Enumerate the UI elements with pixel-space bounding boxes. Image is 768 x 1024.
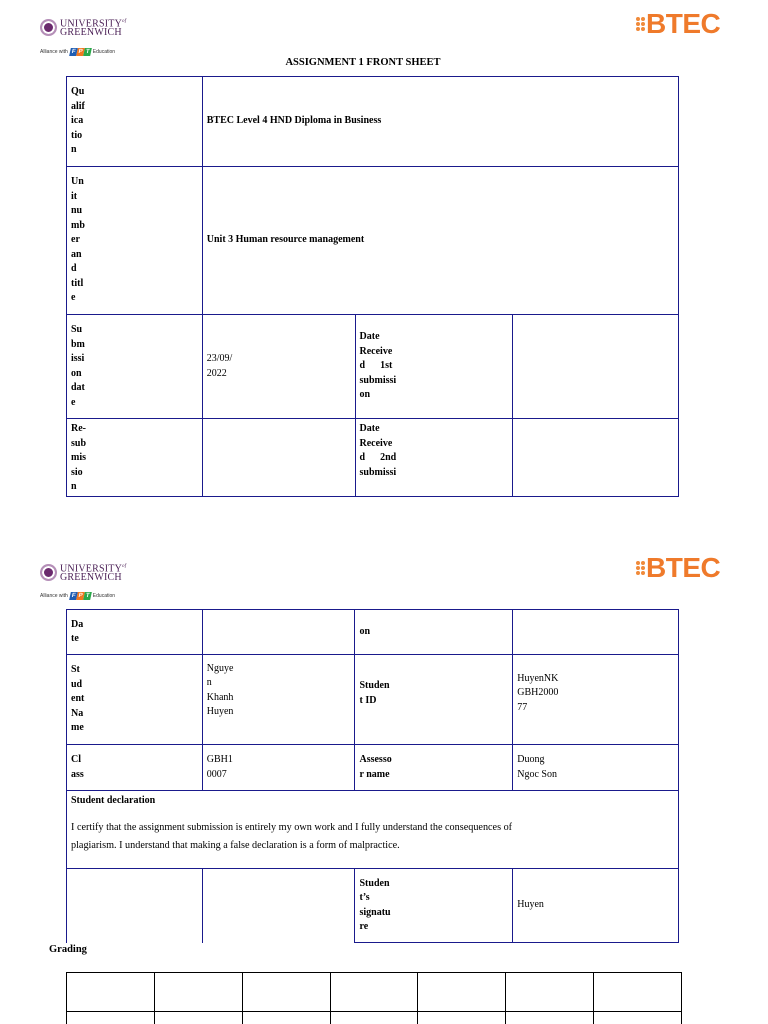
assessor-name-value — [513, 745, 679, 791]
label-line: it — [71, 190, 78, 202]
label-line: Na — [71, 707, 84, 719]
label-line: Cl — [71, 754, 81, 765]
label-line: Da — [71, 618, 84, 630]
label-line: bm — [71, 338, 85, 350]
submission-date-label — [67, 315, 203, 419]
label-line: e — [71, 396, 76, 408]
label-line: Date — [359, 331, 380, 343]
grading-cell — [242, 973, 330, 1012]
unit-row — [67, 167, 679, 315]
value-line: n — [206, 677, 212, 688]
logo-text: UNIVERSITY — [60, 18, 122, 30]
value-line: HuyenNK — [517, 672, 559, 684]
grading-cell — [594, 973, 682, 1012]
grading-row — [67, 1012, 682, 1024]
label-line: St — [71, 664, 80, 676]
grading-cell — [67, 1012, 155, 1024]
grading-heading: Grading — [49, 944, 87, 955]
continuation-value — [202, 610, 355, 655]
label-line: Assesso — [359, 754, 392, 765]
value-line: 23/09/ — [206, 353, 233, 364]
fpt-logo — [70, 592, 91, 600]
university-seal-icon — [40, 564, 57, 581]
continuation-received-value — [513, 610, 679, 655]
value-line: GBH1 — [206, 754, 233, 765]
value-line: 77 — [517, 701, 528, 713]
submission-date-value — [202, 315, 355, 419]
fpt-alliance-logo — [40, 48, 115, 56]
label-line: Un — [71, 176, 84, 188]
label-line: tio — [71, 129, 83, 141]
resubmission-date-value — [202, 419, 355, 497]
logo-text: UNIVERSITY — [60, 563, 122, 575]
student-declaration-cell — [67, 791, 679, 869]
value-line: Khanh — [206, 691, 234, 703]
date-received-1st-value — [513, 315, 679, 419]
label-line: Su — [71, 324, 83, 335]
label-line: t’s — [359, 892, 370, 903]
label-line: titl — [71, 277, 84, 289]
label-line: Receive — [359, 345, 393, 357]
label-line: er — [71, 234, 80, 246]
fpt-letter: T — [84, 49, 90, 55]
education-text: Education — [92, 593, 116, 599]
label-line: ud — [71, 678, 83, 690]
label-line: t ID — [359, 694, 377, 706]
label-line: Re- — [71, 423, 86, 434]
label-line: sub — [71, 437, 87, 449]
student-name-row — [67, 655, 679, 745]
label-line: me — [71, 722, 84, 734]
label-line: n — [71, 481, 77, 492]
value-line: 0007 — [206, 768, 227, 780]
fpt-alliance-logo — [40, 592, 115, 600]
student-signature-value: Huyen — [513, 869, 679, 943]
label-line: sio — [71, 466, 83, 478]
submission-date-row — [67, 315, 679, 419]
resubmission-label — [67, 419, 203, 497]
continuation-received-label: on — [355, 610, 513, 655]
student-id-label — [355, 655, 513, 745]
label-line: mb — [71, 219, 85, 231]
student-declaration-row — [67, 791, 679, 869]
label-line: submissi — [359, 374, 397, 386]
label-line: Date — [359, 423, 380, 434]
front-sheet-table-page2 — [66, 609, 679, 943]
student-id-value — [513, 655, 679, 745]
btec-wordmark: BTEC — [646, 8, 721, 39]
class-label — [67, 745, 203, 791]
logo-text: of — [122, 19, 127, 24]
student-name-label — [67, 655, 203, 745]
grading-cell — [242, 1012, 330, 1024]
label-line: ent — [71, 693, 85, 705]
grading-cell — [67, 973, 155, 1012]
resubmission-row — [67, 419, 679, 497]
value-line: 2022 — [206, 367, 227, 379]
front-sheet-table-page1 — [66, 76, 679, 497]
label-line: nu — [71, 205, 83, 217]
label-line: an — [71, 248, 82, 260]
class-value — [202, 745, 355, 791]
label-line: e — [71, 292, 76, 304]
continuation-row — [67, 610, 679, 655]
university-of-greenwich-logo — [40, 562, 126, 582]
qualification-value: BTEC Level 4 HND Diploma in Business — [202, 77, 678, 167]
label-line: re — [359, 921, 369, 932]
fpt-letter: P — [77, 593, 83, 599]
grading-cell — [418, 973, 506, 1012]
date-received-2nd-value — [513, 419, 679, 497]
unit-value: Unit 3 Human resource management — [202, 167, 678, 315]
label-line: Receive — [359, 437, 393, 449]
signature-blank-cell — [202, 869, 355, 943]
grading-row — [67, 973, 682, 1012]
label-line: Qu — [71, 86, 85, 98]
label-line: submissi — [359, 466, 397, 478]
class-row — [67, 745, 679, 791]
grading-cell — [594, 1012, 682, 1024]
value-line: Nguye — [206, 662, 234, 674]
btec-logo — [636, 10, 720, 38]
fpt-logo — [70, 48, 91, 56]
label-line: n — [71, 144, 77, 156]
label-line: on — [71, 367, 82, 379]
grading-cell — [506, 973, 594, 1012]
student-signature-label — [355, 869, 513, 943]
fpt-letter: P — [77, 49, 83, 55]
grading-cell — [330, 973, 418, 1012]
label-line: te — [71, 633, 79, 644]
university-seal-icon — [40, 19, 57, 36]
document-title: ASSIGNMENT 1 FRONT SHEET — [285, 57, 441, 68]
grading-table — [66, 972, 682, 1024]
alliance-text: Alliance with — [40, 49, 68, 55]
date-received-1st-label — [355, 315, 513, 419]
qualification-label — [67, 77, 203, 167]
label-line: signatu — [359, 906, 391, 918]
label-line: r name — [359, 768, 390, 780]
student-declaration-text-line: plagiarism. I understand that making a false declaration is a form of malpractice. — [71, 839, 400, 851]
qualification-row — [67, 77, 679, 167]
university-of-greenwich-logo — [40, 17, 126, 37]
btec-dots-icon — [636, 17, 645, 31]
label-line: on — [359, 389, 371, 401]
label-line: Studen — [359, 877, 390, 889]
grading-cell — [506, 1012, 594, 1024]
signature-blank-cell — [67, 869, 203, 943]
fpt-letter: F — [70, 49, 76, 55]
date-received-2nd-label — [355, 419, 513, 497]
btec-logo — [636, 554, 720, 582]
assessor-name-label — [355, 745, 513, 791]
grading-cell — [154, 1012, 242, 1024]
grading-cell — [154, 973, 242, 1012]
signature-row — [67, 869, 679, 943]
logo-text: GREENWICH — [60, 27, 122, 39]
label-line: d 1st — [359, 360, 393, 372]
btec-dots-icon — [636, 561, 645, 575]
label-line: mis — [71, 452, 86, 463]
education-text: Education — [92, 49, 116, 55]
value-line: Duong — [517, 754, 545, 765]
value-line: GBH2000 — [517, 687, 559, 699]
fpt-letter: F — [70, 593, 76, 599]
logo-text: of — [122, 564, 127, 569]
label-line: d — [71, 263, 77, 275]
value-line: Ngoc Son — [517, 768, 557, 780]
btec-wordmark: BTEC — [646, 552, 721, 583]
alliance-text: Alliance with — [40, 593, 68, 599]
student-name-value — [202, 655, 355, 745]
label-line: issi — [71, 353, 85, 364]
label-line: alif — [71, 100, 85, 112]
unit-label — [67, 167, 203, 315]
continuation-label — [67, 610, 203, 655]
fpt-letter: T — [84, 593, 90, 599]
label-line: d 2nd — [359, 452, 397, 463]
student-declaration-title: Student declaration — [71, 795, 156, 806]
grading-cell — [418, 1012, 506, 1024]
grading-cell — [330, 1012, 418, 1024]
label-line: ass — [71, 768, 84, 780]
student-declaration-text-line: I certify that the assignment submission is entirely my own work and I fully understand the consequences of — [71, 821, 513, 833]
logo-text: GREENWICH — [60, 572, 122, 584]
value-line: Huyen — [206, 706, 234, 717]
label-line: dat — [71, 382, 85, 393]
label-line: Studen — [359, 680, 390, 691]
label-line: ica — [71, 115, 84, 127]
